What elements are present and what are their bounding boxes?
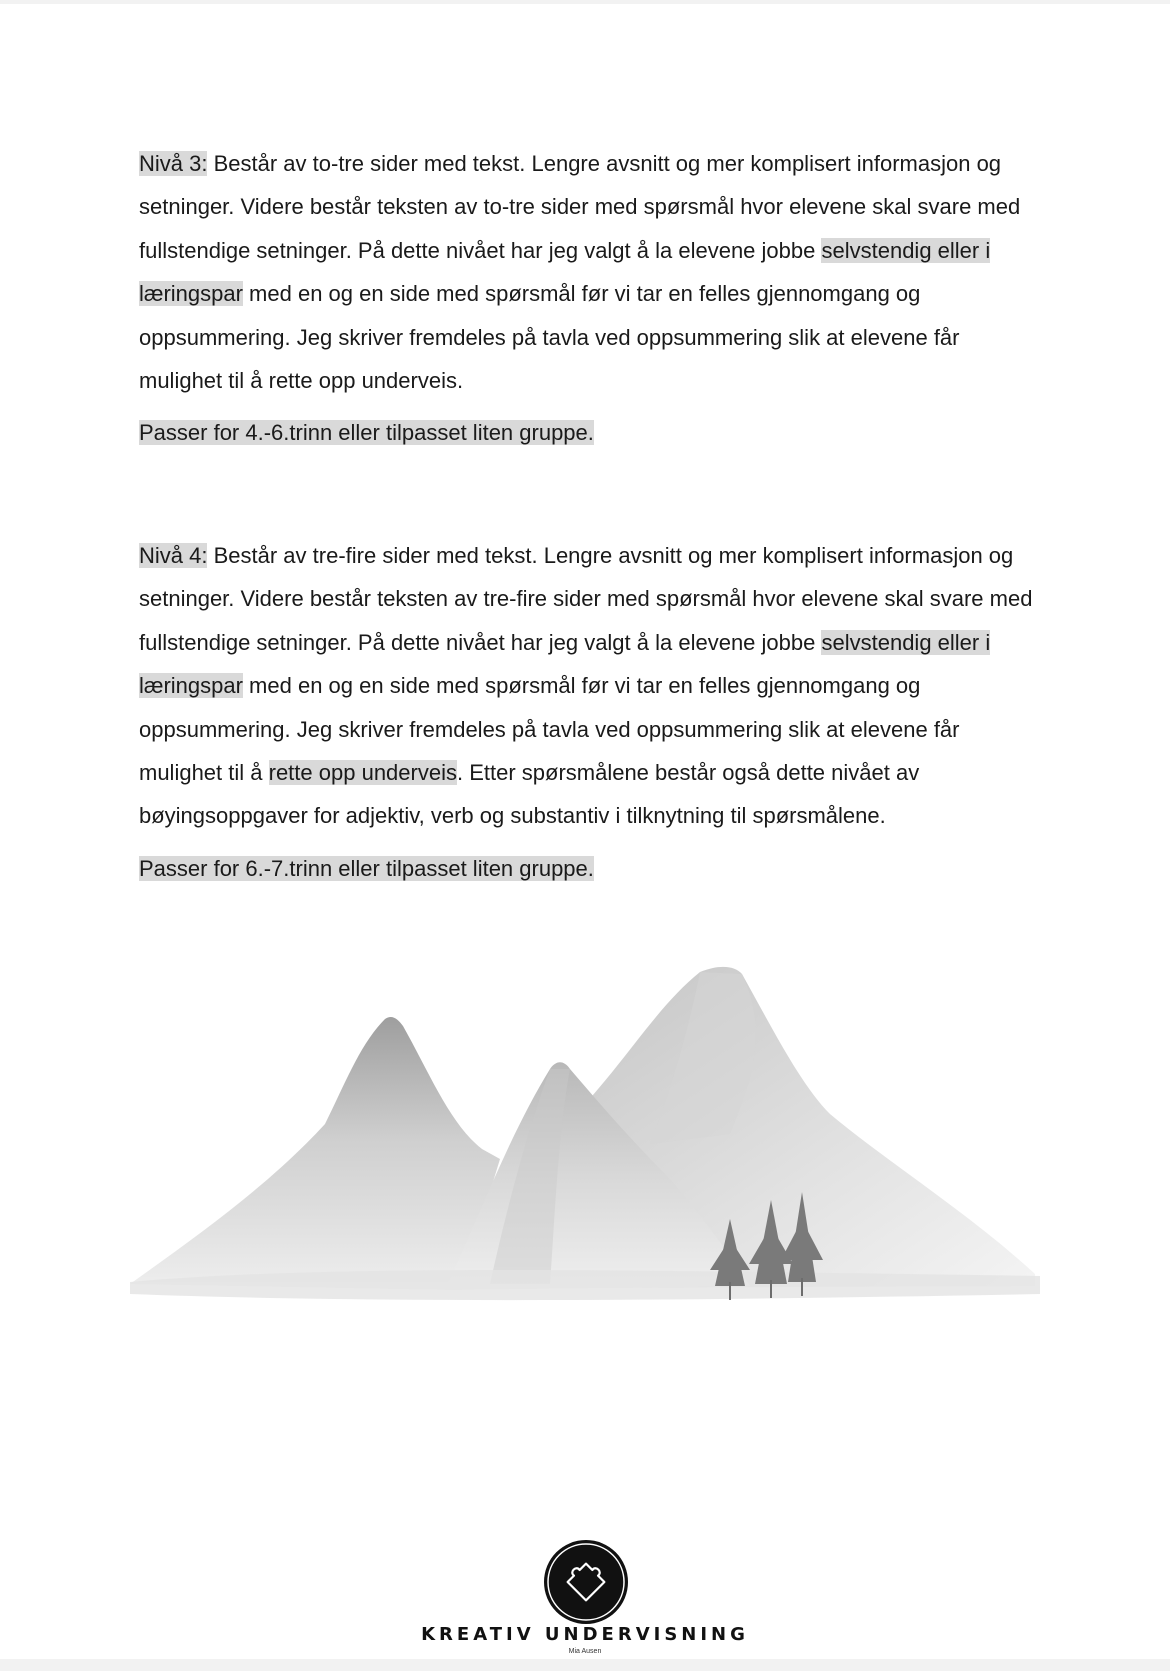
level-4-text-1: Består av tre-fire sider med tekst. Lengre avsnitt og mer komplisert informasjon og setninger. Videre består teksten av tre-fire sider med spørsmål hvor elevene skal svare med fullstendige setninger. På dette nivået har jeg valgt å la elevene jobbe: [139, 543, 1033, 655]
level-4-section: [139, 534, 1039, 884]
mountains-illustration: [130, 964, 1040, 1310]
document-page: [0, 4, 1170, 1659]
brand-author: Mia Ausen: [568, 1648, 602, 1655]
level-3-highlight: selvstendig eller i læringspar: [139, 237, 991, 307]
level-4-text-3: . Etter spørsmålene består også dette nivået av bøyingsoppgaver for adjektiv, verb og substantiv i tilknytning til spørsmålene.: [139, 760, 920, 829]
level-3-paragraph: [139, 142, 1039, 402]
level-4-grade-note: [139, 854, 1039, 884]
brand-logo: [543, 1539, 629, 1625]
level-3-text-2: med en og en side med spørsmål før vi tar en felles gjennomgang og oppsummering. Jeg skriver fremdeles på tavla ved oppsummering slik at elevene får mulighet til å rette opp underveis.: [139, 281, 960, 394]
level-3-label: Nivå 3:: [139, 151, 208, 176]
level-4-grade-note-text: Passer for 6.-7.trinn eller tilpasset liten gruppe.: [139, 855, 594, 881]
level-4-highlight-1: selvstendig eller i læringspar: [139, 629, 991, 699]
level-4-label: Nivå 4:: [139, 543, 208, 568]
level-4-paragraph: [139, 534, 1039, 838]
level-4-highlight-2: rette opp underveis: [268, 760, 457, 786]
level-3-text-1: Består av to-tre sider med tekst. Lengre avsnitt og mer komplisert informasjon og setninger. Videre består teksten av to-tre sider med spørsmål hvor elevene skal svare med fullstendige setninger. På dette nivået har jeg valgt å la elevene jobbe: [139, 151, 1021, 263]
brand-name: KREATIV UNDERVISNING: [421, 1624, 749, 1645]
level-3-section: [139, 142, 1039, 448]
level-4-text-2: med en og en side med spørsmål før vi tar en felles gjennomgang og oppsummering. Jeg skriver fremdeles på tavla ved oppsummering slik at elevene får mulighet til å: [139, 673, 960, 786]
level-3-grade-note: [139, 418, 1039, 448]
level-3-grade-note-text: Passer for 4.-6.trinn eller tilpasset liten gruppe.: [139, 420, 594, 446]
